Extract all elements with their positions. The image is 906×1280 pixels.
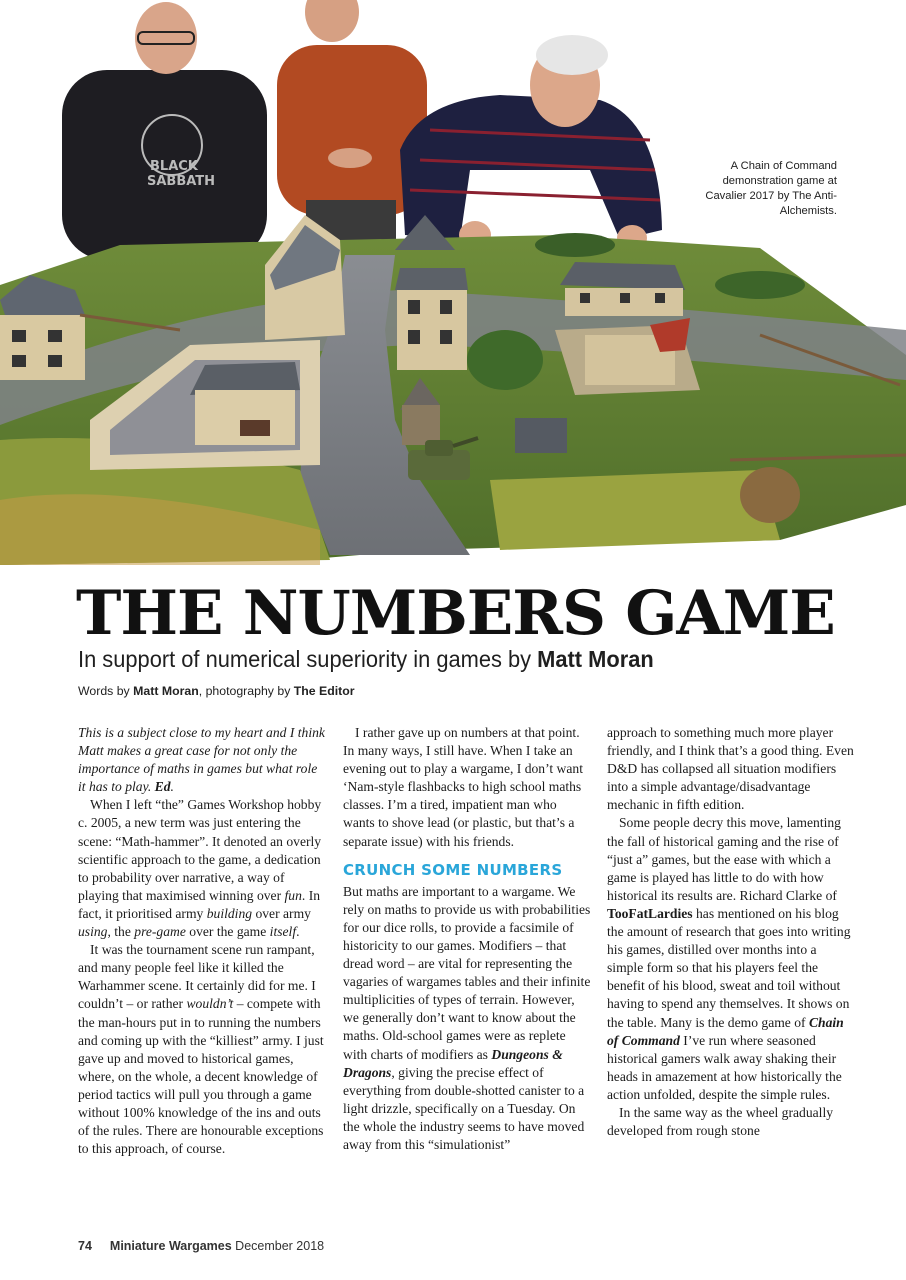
page-number: 74: [78, 1239, 92, 1253]
credits-author: Matt Moran: [133, 684, 199, 698]
photo-caption: A Chain of Command demonstration game at Cavalier 2017 by The Anti-Alchemists.: [705, 160, 837, 217]
magazine-name: Miniature Wargames: [109, 1239, 232, 1253]
body-column-2: [343, 724, 591, 1154]
text: over the game: [185, 924, 270, 940]
credits-words-label: Words by: [78, 684, 134, 698]
text: . In fact, it prioritised army: [78, 887, 321, 921]
emphasis: using: [78, 924, 108, 940]
svg-text:SABBATH: SABBATH: [147, 174, 216, 189]
text: When I left “the” Games Workshop hobby c. 2005, a new term was just entering the scene: “Math-hammer”. It denoted an overly scientific approach to the game, a dedication to probability over narrative, a way of playing that maximised winning over: [78, 797, 322, 903]
editor-intro: [78, 724, 326, 796]
section-heading: CRUNCH SOME NUMBERS: [343, 860, 563, 879]
company-name: TooFatLardies: [607, 905, 693, 921]
ruined-house: [555, 318, 700, 395]
paragraph: approach to something much more player friendly, and I think that’s a good thing. Even D&D has collapsed all situation modifiers into a simple advantage/disadvantage mechanic in fifth edition.: [607, 725, 854, 813]
game-title: Chain of Command: [607, 1014, 844, 1048]
emphasis: itself: [269, 924, 297, 940]
subtitle-author: Matt Moran: [537, 646, 654, 672]
article-credits: [78, 684, 355, 698]
credits-photo-label: , photography by: [198, 684, 294, 698]
farmhouse: [190, 362, 300, 445]
text: I’ve run where seasoned historical gamers walk away shaking their heads in amazement at how historically the action unfolded, despite the simple rules.: [607, 1032, 842, 1102]
cottage-right: [560, 262, 685, 316]
text: But maths are important to a wargame. We rely on maths to provide us with probabilities for our dice rolls, to provide a facsimile of historicity to our games. Modifiers – that dread word – are vital for representing the vagaries of wargames tables and their infinite multiplicities of types of terrain. However, we generally don’t want to know about the maths. Old-school games were as replete with charts of modifiers as: [343, 883, 591, 1062]
text: over army: [252, 905, 311, 921]
person-left: [62, 2, 267, 260]
wargame-table-photo: [0, 0, 906, 570]
text: , giving the precise effect of everything from double-shotted canister to a light drizzle, specifically on a Tuesday. On the whole the industry seems to have moved away from this “simulationist”: [343, 1064, 585, 1152]
paragraph: [78, 796, 326, 941]
intro-text: This is a subject close to my heart and I think Matt makes a great case for not only the importance of maths in games but what role it has to play.: [78, 725, 325, 795]
body-column-1: [78, 724, 326, 1158]
emphasis: wouldn’t: [186, 996, 234, 1012]
person-right: [400, 35, 662, 251]
paragraph: [343, 883, 591, 1154]
text: , the: [107, 924, 135, 940]
intro-end: .: [170, 779, 174, 795]
house-left: [0, 275, 85, 380]
hero-photo: [0, 0, 906, 570]
article-subtitle: [78, 645, 654, 673]
article-title: THE NUMBERS GAME: [76, 578, 835, 649]
subtitle-lead: In support of numerical superiority in games by: [78, 646, 538, 672]
page-footer: [78, 1239, 324, 1253]
paragraph: In the same way as the wheel gradually developed from rough stone: [607, 1104, 834, 1139]
text: Some people decry this move, lamenting the fall of historical gaming and the rise of “just a” games, but the ease with which a game is played has little to do with how historical its results are. Richard Clarke of: [607, 815, 841, 903]
game-title: Dungeons & Dragons: [343, 1046, 563, 1080]
svg-text:BLACK: BLACK: [150, 159, 198, 174]
emphasis: fun: [284, 887, 302, 903]
body-column-3: [607, 724, 855, 1140]
issue-date: December 2018: [231, 1239, 325, 1253]
credits-photographer: The Editor: [293, 684, 355, 698]
text: – compete with the man-hours put in to running the numbers and coming up with the “killiest” army. I just gave up and moved to historical games, where, on the whole, a decent knowledge of period tactics will pull you through a game without 100% knowledge of the ins and outs of the rules. There are honourable exceptions to this approach, of course.: [78, 996, 324, 1157]
paragraph: [607, 814, 855, 1104]
emphasis: pre-game: [134, 924, 186, 940]
emphasis: building: [206, 905, 253, 921]
text: It was the tournament scene run rampant, and many people feel like it killed the Warhammer scene. It certainly did for me. I couldn’t – or rather: [78, 942, 316, 1012]
paragraph: [78, 941, 326, 1158]
paragraph: I rather gave up on numbers at that point. In many ways, I still have. When I take an evening out to play a wargame, I don’t want ‘Nam-style flashbacks to high school maths classes. I’m a tired, impatient man who wants to shove lead (or plastic, but that’s a separate issue) with his friends.: [343, 725, 583, 849]
editor-signoff: Ed: [154, 779, 171, 795]
text: has mentioned on his blog the amount of research that goes into writing his games, distilled over months into a simple form so that his players feel the benefit of his blood, sweat and toil without having to spend any themselves. It shows on the table. Many is the demo game of: [607, 905, 851, 1030]
text: .: [296, 924, 300, 940]
